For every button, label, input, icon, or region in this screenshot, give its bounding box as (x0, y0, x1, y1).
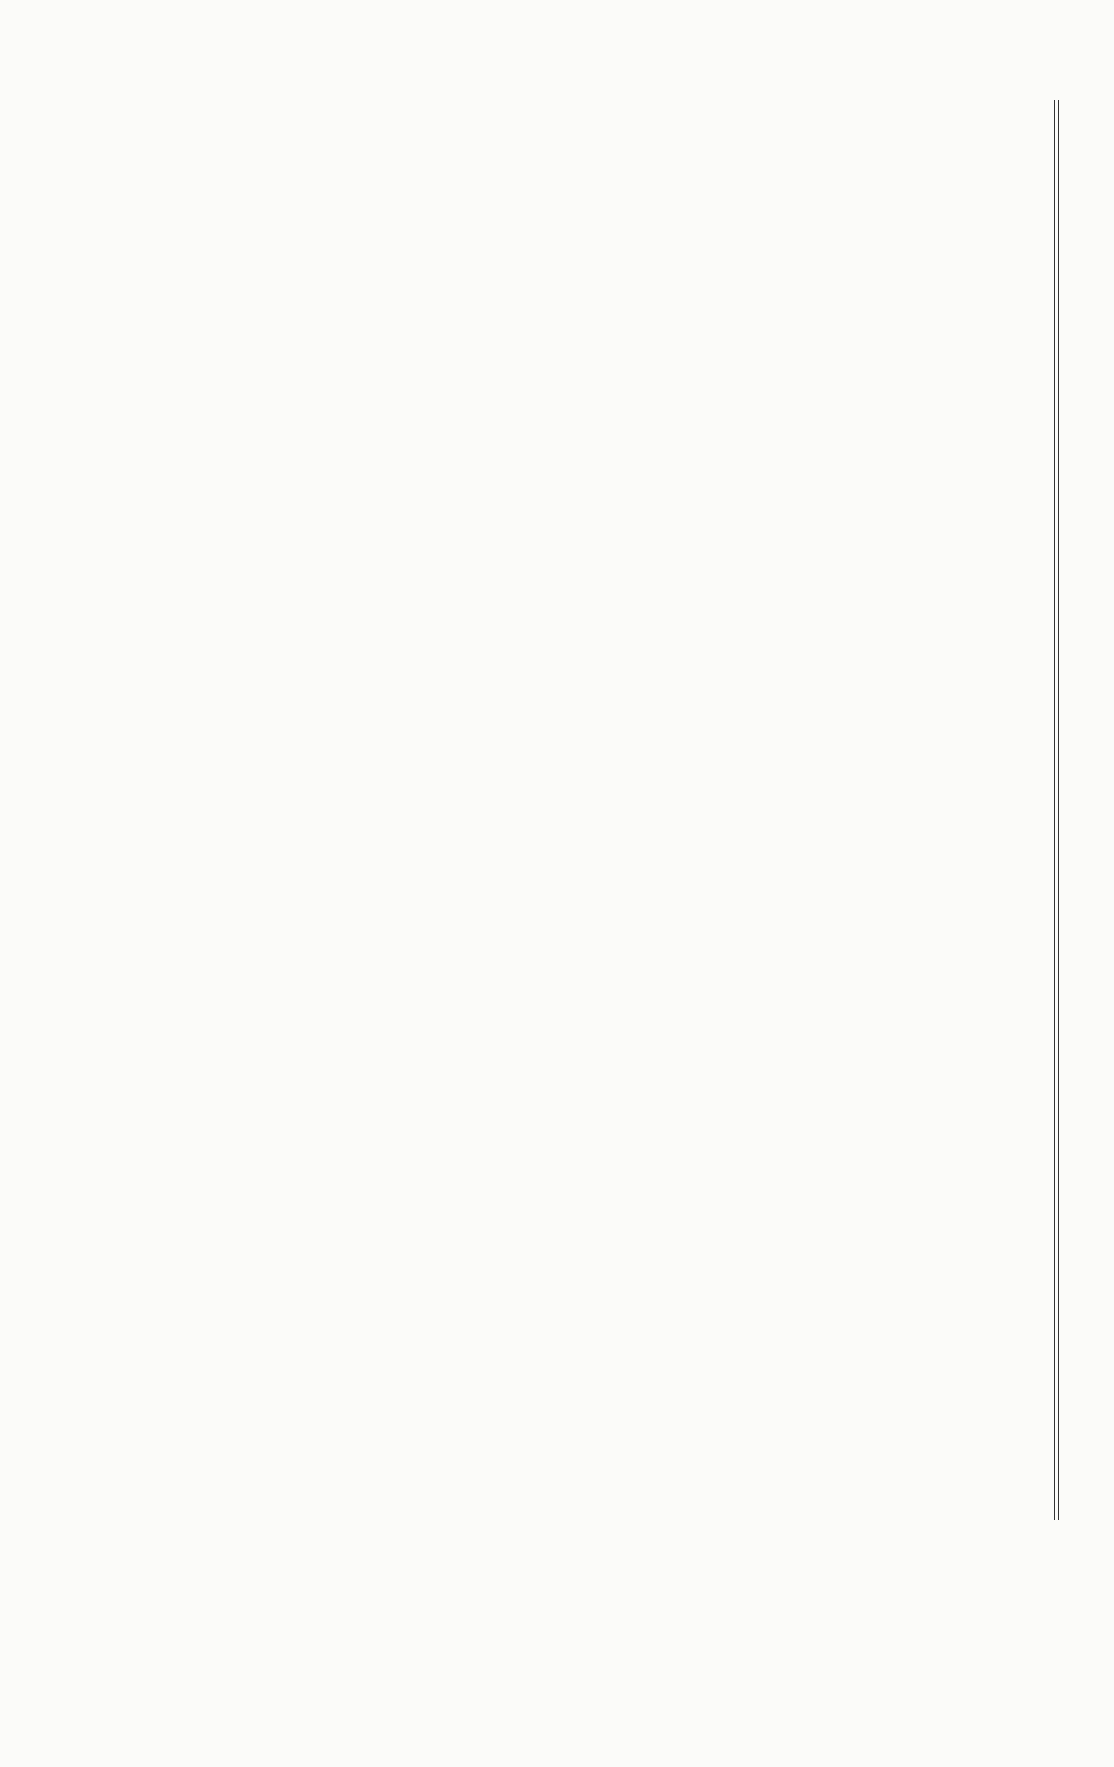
table-title (72, 132, 112, 1542)
right-rule-inner (1054, 100, 1055, 1520)
right-rule (1058, 100, 1059, 1520)
rotated-table-page (72, 132, 1032, 1542)
